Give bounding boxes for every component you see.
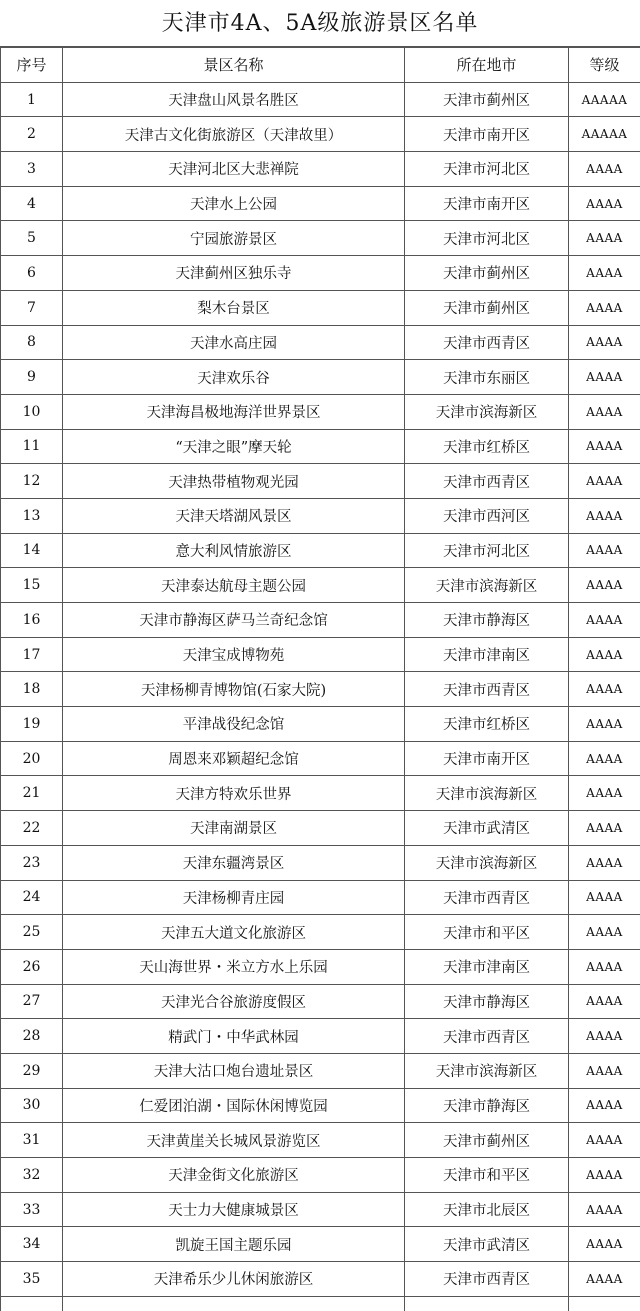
table-row xyxy=(1,1227,640,1262)
table-row xyxy=(1,325,640,360)
city-district: 天津市南开区 xyxy=(405,741,569,776)
scenic-area-name: 天津金街文化旅游区 xyxy=(63,1158,405,1193)
table-row xyxy=(1,915,640,950)
city-district: 天津市静海区 xyxy=(405,603,569,638)
grade-level: AAAA xyxy=(569,464,640,499)
grade-level: AAAA xyxy=(569,429,640,464)
row-number: 12 xyxy=(1,464,63,499)
scenic-area-name: 仁爱团泊湖・国际休闲博览园 xyxy=(63,1088,405,1123)
header-name: 景区名称 xyxy=(63,48,405,83)
table-row xyxy=(1,637,640,672)
grade-level: AAAA xyxy=(569,1158,640,1193)
city-district: 天津市河北区 xyxy=(405,152,569,187)
table-row xyxy=(1,290,640,325)
city-district: 天津市河北区 xyxy=(405,533,569,568)
grade-level: AAAAA xyxy=(569,117,640,152)
row-number: 35 xyxy=(1,1262,63,1297)
table-row xyxy=(1,82,640,117)
scenic-area-name: 天津东疆湾景区 xyxy=(63,845,405,880)
grade-level: AAAA xyxy=(569,325,640,360)
scenic-area-name: 天津黄崖关长城风景游览区 xyxy=(63,1123,405,1158)
header-city: 所在地市 xyxy=(405,48,569,83)
row-number: 15 xyxy=(1,568,63,603)
scenic-area-name: 天津水上公园 xyxy=(63,186,405,221)
table-row xyxy=(1,949,640,984)
city-district: 天津市津南区 xyxy=(405,949,569,984)
row-number: 27 xyxy=(1,984,63,1019)
table-row xyxy=(1,1088,640,1123)
table-row xyxy=(1,1158,640,1193)
table-row xyxy=(1,498,640,533)
grade-level: AAAA xyxy=(569,290,640,325)
city-district: 天津市静海区 xyxy=(405,1088,569,1123)
city-district: 天津市西河区 xyxy=(405,498,569,533)
table-row xyxy=(1,776,640,811)
table-row xyxy=(1,533,640,568)
table-row xyxy=(1,568,640,603)
grade-level: AAAA xyxy=(569,707,640,742)
scenic-area-name: 天津杨柳青博物馆(石家大院) xyxy=(63,672,405,707)
row-number: 31 xyxy=(1,1123,63,1158)
blank-cell xyxy=(1,1296,63,1311)
grade-level: AAAA xyxy=(569,811,640,846)
row-number: 33 xyxy=(1,1192,63,1227)
blank-cell xyxy=(405,1296,569,1311)
city-district: 天津市和平区 xyxy=(405,1158,569,1193)
scenic-area-name: 意大利风情旅游区 xyxy=(63,533,405,568)
grade-level: AAAA xyxy=(569,984,640,1019)
scenic-area-name: 天津方特欢乐世界 xyxy=(63,776,405,811)
blank-cell xyxy=(569,1296,640,1311)
scenic-area-name: 天津南湖景区 xyxy=(63,811,405,846)
trailing-blank-row xyxy=(1,1296,640,1311)
grade-level: AAAA xyxy=(569,845,640,880)
row-number: 5 xyxy=(1,221,63,256)
city-district: 天津市滨海新区 xyxy=(405,845,569,880)
table-row xyxy=(1,256,640,291)
table-row xyxy=(1,811,640,846)
scenic-area-name: 天津杨柳青庄园 xyxy=(63,880,405,915)
grade-level: AAAA xyxy=(569,1192,640,1227)
header-level: 等级 xyxy=(569,48,640,83)
city-district: 天津市西青区 xyxy=(405,1262,569,1297)
scenic-area-name: 天津海昌极地海洋世界景区 xyxy=(63,394,405,429)
grade-level: AAAA xyxy=(569,394,640,429)
grade-level: AAAA xyxy=(569,776,640,811)
scenic-area-name: 天士力大健康城景区 xyxy=(63,1192,405,1227)
row-number: 14 xyxy=(1,533,63,568)
row-number: 3 xyxy=(1,152,63,187)
table-row xyxy=(1,707,640,742)
scenic-area-name: 天津泰达航母主题公园 xyxy=(63,568,405,603)
row-number: 4 xyxy=(1,186,63,221)
scenic-area-name: 平津战役纪念馆 xyxy=(63,707,405,742)
grade-level: AAAA xyxy=(569,603,640,638)
table-row xyxy=(1,429,640,464)
row-number: 34 xyxy=(1,1227,63,1262)
scenic-area-table xyxy=(0,47,640,1311)
table-row xyxy=(1,845,640,880)
city-district: 天津市武清区 xyxy=(405,1227,569,1262)
city-district: 天津市东丽区 xyxy=(405,360,569,395)
table-row xyxy=(1,221,640,256)
table-header xyxy=(1,48,640,83)
city-district: 天津市蓟州区 xyxy=(405,82,569,117)
grade-level: AAAA xyxy=(569,1123,640,1158)
grade-level: AAAA xyxy=(569,1019,640,1054)
scenic-area-name: 天津光合谷旅游度假区 xyxy=(63,984,405,1019)
table-row xyxy=(1,360,640,395)
row-number: 23 xyxy=(1,845,63,880)
grade-level: AAAA xyxy=(569,1262,640,1297)
scenic-area-name: 梨木台景区 xyxy=(63,290,405,325)
scenic-area-name: 天津盘山风景名胜区 xyxy=(63,82,405,117)
table-row xyxy=(1,1019,640,1054)
row-number: 28 xyxy=(1,1019,63,1054)
row-number: 13 xyxy=(1,498,63,533)
table-row xyxy=(1,672,640,707)
city-district: 天津市南开区 xyxy=(405,117,569,152)
city-district: 天津市津南区 xyxy=(405,637,569,672)
scenic-area-name: 天津天塔湖风景区 xyxy=(63,498,405,533)
grade-level: AAAAA xyxy=(569,82,640,117)
city-district: 天津市滨海新区 xyxy=(405,568,569,603)
scenic-area-name: 精武门・中华武林园 xyxy=(63,1019,405,1054)
row-number: 25 xyxy=(1,915,63,950)
row-number: 24 xyxy=(1,880,63,915)
row-number: 21 xyxy=(1,776,63,811)
row-number: 8 xyxy=(1,325,63,360)
table-row xyxy=(1,186,640,221)
table-row xyxy=(1,152,640,187)
row-number: 30 xyxy=(1,1088,63,1123)
grade-level: AAAA xyxy=(569,568,640,603)
page-title: 天津市4A、5A级旅游景区名单 xyxy=(0,0,640,47)
scenic-area-name: 天津热带植物观光园 xyxy=(63,464,405,499)
city-district: 天津市静海区 xyxy=(405,984,569,1019)
city-district: 天津市蓟州区 xyxy=(405,256,569,291)
city-district: 天津市南开区 xyxy=(405,186,569,221)
grade-level: AAAA xyxy=(569,1053,640,1088)
scenic-area-name: 天津水高庄园 xyxy=(63,325,405,360)
grade-level: AAAA xyxy=(569,1227,640,1262)
scenic-area-name: 天津希乐少儿休闲旅游区 xyxy=(63,1262,405,1297)
table-row xyxy=(1,117,640,152)
table-row xyxy=(1,880,640,915)
header-no: 序号 xyxy=(1,48,63,83)
row-number: 17 xyxy=(1,637,63,672)
city-district: 天津市红桥区 xyxy=(405,707,569,742)
scenic-area-name: 天津大沽口炮台遗址景区 xyxy=(63,1053,405,1088)
blank-cell xyxy=(63,1296,405,1311)
grade-level: AAAA xyxy=(569,360,640,395)
city-district: 天津市和平区 xyxy=(405,915,569,950)
city-district: 天津市西青区 xyxy=(405,1019,569,1054)
city-district: 天津市西青区 xyxy=(405,325,569,360)
row-number: 9 xyxy=(1,360,63,395)
row-number: 16 xyxy=(1,603,63,638)
grade-level: AAAA xyxy=(569,741,640,776)
city-district: 天津市西青区 xyxy=(405,672,569,707)
grade-level: AAAA xyxy=(569,221,640,256)
city-district: 天津市北辰区 xyxy=(405,1192,569,1227)
scenic-area-name: 天津蓟州区独乐寺 xyxy=(63,256,405,291)
city-district: 天津市河北区 xyxy=(405,221,569,256)
grade-level: AAAA xyxy=(569,637,640,672)
city-district: 天津市滨海新区 xyxy=(405,394,569,429)
city-district: 天津市西青区 xyxy=(405,464,569,499)
row-number: 6 xyxy=(1,256,63,291)
grade-level: AAAA xyxy=(569,1088,640,1123)
city-district: 天津市武清区 xyxy=(405,811,569,846)
city-district: 天津市蓟州区 xyxy=(405,1123,569,1158)
scenic-area-name: 宁园旅游景区 xyxy=(63,221,405,256)
grade-level: AAAA xyxy=(569,949,640,984)
table-row xyxy=(1,394,640,429)
row-number: 19 xyxy=(1,707,63,742)
scenic-area-name: 凯旋王国主题乐园 xyxy=(63,1227,405,1262)
grade-level: AAAA xyxy=(569,152,640,187)
city-district: 天津市滨海新区 xyxy=(405,776,569,811)
grade-level: AAAA xyxy=(569,186,640,221)
row-number: 20 xyxy=(1,741,63,776)
row-number: 7 xyxy=(1,290,63,325)
city-district: 天津市滨海新区 xyxy=(405,1053,569,1088)
grade-level: AAAA xyxy=(569,915,640,950)
row-number: 2 xyxy=(1,117,63,152)
city-district: 天津市西青区 xyxy=(405,880,569,915)
scenic-area-name: 天津河北区大悲禅院 xyxy=(63,152,405,187)
city-district: 天津市红桥区 xyxy=(405,429,569,464)
table-row xyxy=(1,1123,640,1158)
table-row xyxy=(1,984,640,1019)
row-number: 22 xyxy=(1,811,63,846)
table-row xyxy=(1,1192,640,1227)
city-district: 天津市蓟州区 xyxy=(405,290,569,325)
table-row xyxy=(1,741,640,776)
table-row xyxy=(1,603,640,638)
table-body xyxy=(1,82,640,1311)
scenic-area-name: “天津之眼”摩天轮 xyxy=(63,429,405,464)
row-number: 11 xyxy=(1,429,63,464)
scenic-area-name: 天津五大道文化旅游区 xyxy=(63,915,405,950)
row-number: 18 xyxy=(1,672,63,707)
row-number: 29 xyxy=(1,1053,63,1088)
scenic-area-name: 天津市静海区萨马兰奇纪念馆 xyxy=(63,603,405,638)
row-number: 10 xyxy=(1,394,63,429)
table-row xyxy=(1,1262,640,1297)
grade-level: AAAA xyxy=(569,533,640,568)
scenic-area-name: 天津古文化街旅游区（天津故里） xyxy=(63,117,405,152)
row-number: 1 xyxy=(1,82,63,117)
row-number: 26 xyxy=(1,949,63,984)
row-number: 32 xyxy=(1,1158,63,1193)
grade-level: AAAA xyxy=(569,672,640,707)
scenic-area-name: 周恩来邓颖超纪念馆 xyxy=(63,741,405,776)
table-row xyxy=(1,464,640,499)
grade-level: AAAA xyxy=(569,256,640,291)
grade-level: AAAA xyxy=(569,498,640,533)
scenic-area-name: 天津欢乐谷 xyxy=(63,360,405,395)
header-row xyxy=(1,48,640,83)
scenic-area-name: 天山海世界・米立方水上乐园 xyxy=(63,949,405,984)
scenic-area-name: 天津宝成博物苑 xyxy=(63,637,405,672)
grade-level: AAAA xyxy=(569,880,640,915)
table-row xyxy=(1,1053,640,1088)
